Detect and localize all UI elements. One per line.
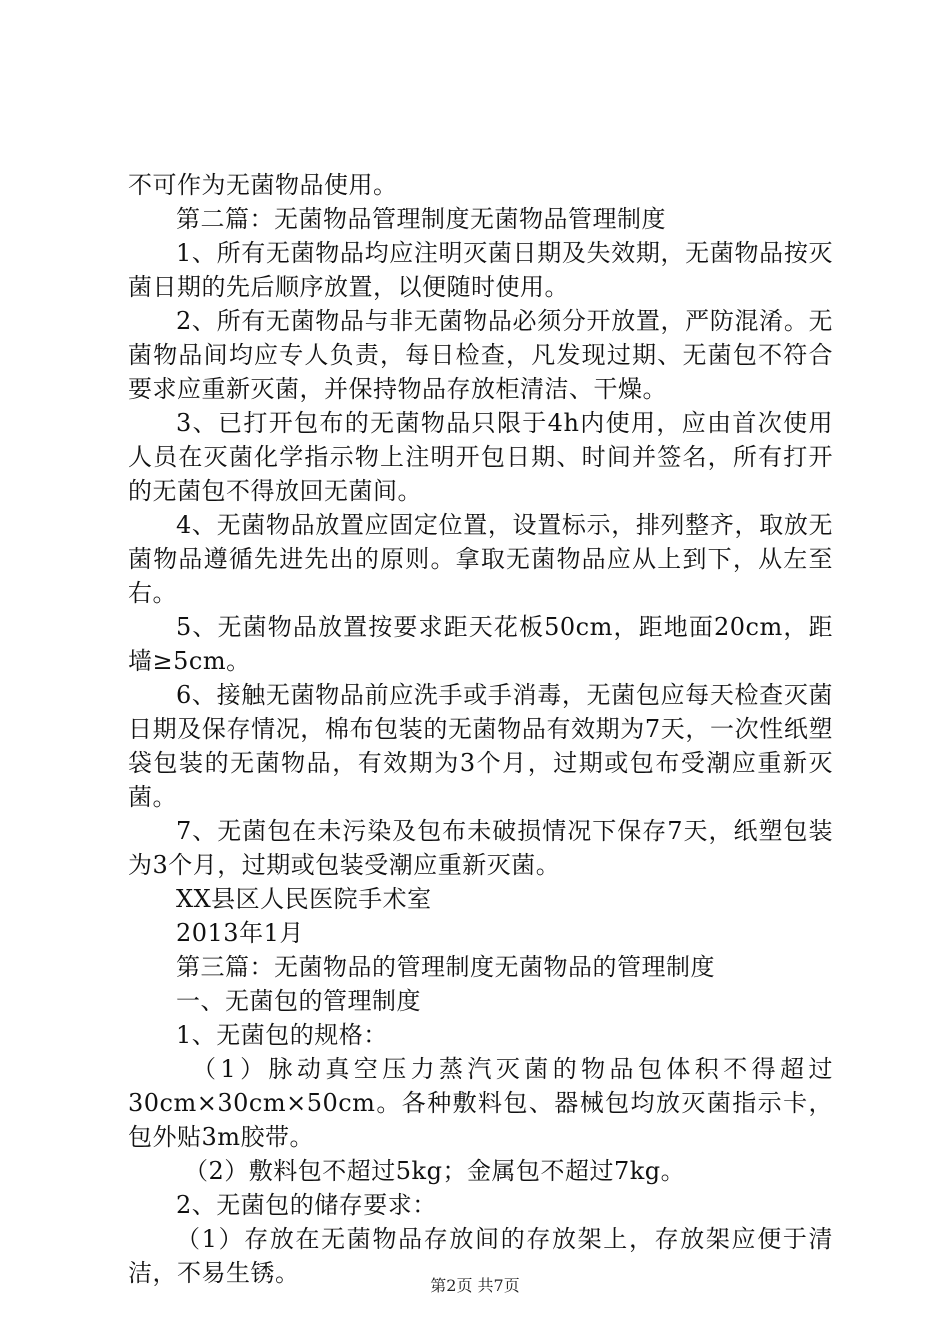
page-footer (0, 1276, 950, 1296)
subsection-heading: 一、无菌包的管理制度 (176, 987, 421, 1015)
paragraph: 不可作为无菌物品使用。 (128, 171, 398, 199)
section-heading: 第二篇：无菌物品管理制度无菌物品管理制度 (176, 205, 666, 233)
paragraph: 2、所有无菌物品与非无菌物品必须分开放置，严防混淆。无菌物品间均应专人负责，每日检查，凡发现过期、无菌包不符合要求应重新灭菌，并保持物品存放柜清洁、干燥。 (128, 307, 833, 403)
signature-date: 2013年1月 (176, 919, 304, 947)
paragraph: （1）脉动真空压力蒸汽灭菌的物品包体积不得超过30cm×30cm×50cm。各种敷料包、器械包均放灭菌指示卡，包外贴3m胶带。 (128, 1055, 833, 1151)
paragraph: 4、无菌物品放置应固定位置，设置标示，排列整齐，取放无菌物品遵循先进先出的原则。拿取无菌物品应从上到下，从左至右。 (128, 511, 833, 607)
page-number: 第2页 共7页 (430, 1276, 520, 1295)
subsection-heading: 1、无菌包的规格： (176, 1021, 388, 1049)
paragraph: 1、所有无菌物品均应注明灭菌日期及失效期，无菌物品按灭菌日期的先后顺序放置，以便随时使用。 (128, 239, 833, 301)
paragraph: （2）敷料包不超过5kg；金属包不超过7kg。 (184, 1157, 686, 1185)
section-heading: 第三篇：无菌物品的管理制度无菌物品的管理制度 (176, 953, 715, 981)
subsection-heading: 2、无菌包的储存要求： (176, 1191, 437, 1219)
paragraph: 3、已打开包布的无菌物品只限于4h内使用，应由首次使用人员在灭菌化学指示物上注明开包日期、时间并签名，所有打开的无菌包不得放回无菌间。 (128, 409, 833, 505)
paragraph: 7、无菌包在未污染及包布未破损情况下保存7天，纸塑包装为3个月，过期或包装受潮应重新灭菌。 (128, 817, 833, 879)
paragraph: （1）存放在无菌物品存放间的存放架上，存放架应便于清洁，不易生锈。 (128, 1225, 833, 1287)
paragraph: 6、接触无菌物品前应洗手或手消毒，无菌包应每天检查灭菌日期及保存情况，棉布包装的无菌物品有效期为7天，一次性纸塑袋包装的无菌物品，有效期为3个月，过期或包布受潮应重新灭菌。 (128, 681, 833, 811)
signature-department: XX县区人民医院手术室 (176, 885, 432, 913)
paragraph: 5、无菌物品放置按要求距天花板50cm，距地面20cm，距墙≥5cm。 (128, 613, 833, 675)
document-body (128, 168, 833, 1290)
